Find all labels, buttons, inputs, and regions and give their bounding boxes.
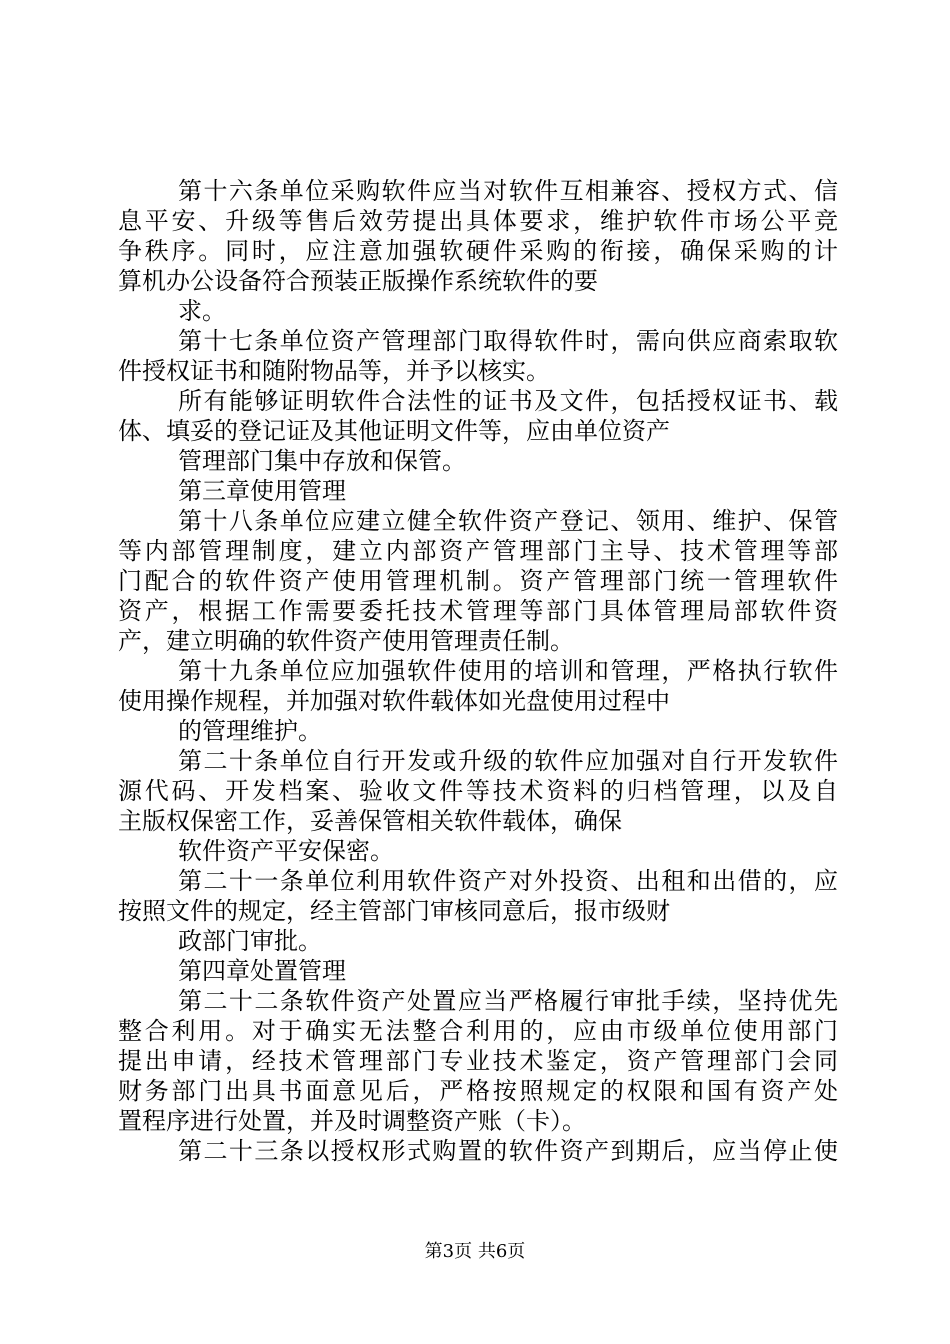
text-line: 产，建立明确的软件资产使用管理责任制。 (118, 627, 574, 655)
text-line: 整合利用。对于确实无法整合利用的，应由市级单位使用部门 (118, 1017, 838, 1045)
text-line: 算机办公设备符合预装正版操作系统软件的要 (118, 267, 598, 295)
text-line: 求。 (178, 297, 226, 325)
text-line: 第十七条单位资产管理部门取得软件时，需向供应商索取软 (178, 327, 838, 355)
text-line: 体、填妥的登记证及其他证明文件等，应由单位资产 (118, 417, 670, 445)
text-line: 所有能够证明软件合法性的证书及文件，包括授权证书、载 (178, 387, 838, 415)
text-line: 源代码、开发档案、验收文件等技术资料的归档管理，以及自 (118, 777, 838, 805)
text-line: 管理部门集中存放和保管。 (178, 447, 466, 475)
text-line: 件授权证书和随附物品等，并予以核实。 (118, 357, 550, 385)
text-line: 主版权保密工作，妥善保管相关软件载体，确保 (118, 807, 622, 835)
text-line: 置程序进行处置，并及时调整资产账（卡）。 (118, 1107, 586, 1135)
page-number: 第3页 共6页 (424, 1241, 526, 1262)
text-line: 第二十二条软件资产处置应当严格履行审批手续，坚持优先 (178, 987, 838, 1015)
text-line: 第二十一条单位利用软件资产对外投资、出租和出借的，应 (178, 867, 838, 895)
text-line: 第十六条单位采购软件应当对软件互相兼容、授权方式、信 (178, 177, 838, 205)
text-line: 按照文件的规定，经主管部门审核同意后，报市级财 (118, 897, 670, 925)
document-body (118, 176, 838, 1166)
text-line: 提出申请，经技术管理部门专业技术鉴定，资产管理部门会同 (118, 1047, 838, 1075)
text-line: 等内部管理制度，建立内部资产管理部门主导、技术管理等部 (118, 537, 838, 565)
text-line: 的管理维护。 (178, 717, 322, 745)
text-line: 使用操作规程，并加强对软件载体如光盘使用过程中 (118, 687, 670, 715)
text-line: 争秩序。同时，应注意加强软硬件采购的衔接，确保采购的计 (118, 237, 838, 265)
text-line: 第二十条单位自行开发或升级的软件应加强对自行开发软件 (178, 747, 838, 775)
page-footer (0, 1240, 950, 1264)
chapter-heading: 第四章处置管理 (178, 957, 346, 985)
text-line: 财务部门出具书面意见后，严格按照规定的权限和国有资产处 (118, 1077, 838, 1105)
text-line: 门配合的软件资产使用管理机制。资产管理部门统一管理软件 (118, 567, 838, 595)
text-line: 软件资产平安保密。 (178, 837, 394, 865)
text-line: 政部门审批。 (178, 927, 322, 955)
text-line: 第二十三条以授权形式购置的软件资产到期后，应当停止使 (178, 1137, 838, 1165)
text-line: 息平安、升级等售后效劳提出具体要求，维护软件市场公平竞 (118, 207, 838, 235)
chapter-heading: 第三章使用管理 (178, 477, 346, 505)
text-line: 资产，根据工作需要委托技术管理等部门具体管理局部软件资 (118, 597, 838, 625)
text-line: 第十八条单位应建立健全软件资产登记、领用、维护、保管 (178, 507, 838, 535)
text-line: 第十九条单位应加强软件使用的培训和管理，严格执行软件 (178, 657, 838, 685)
